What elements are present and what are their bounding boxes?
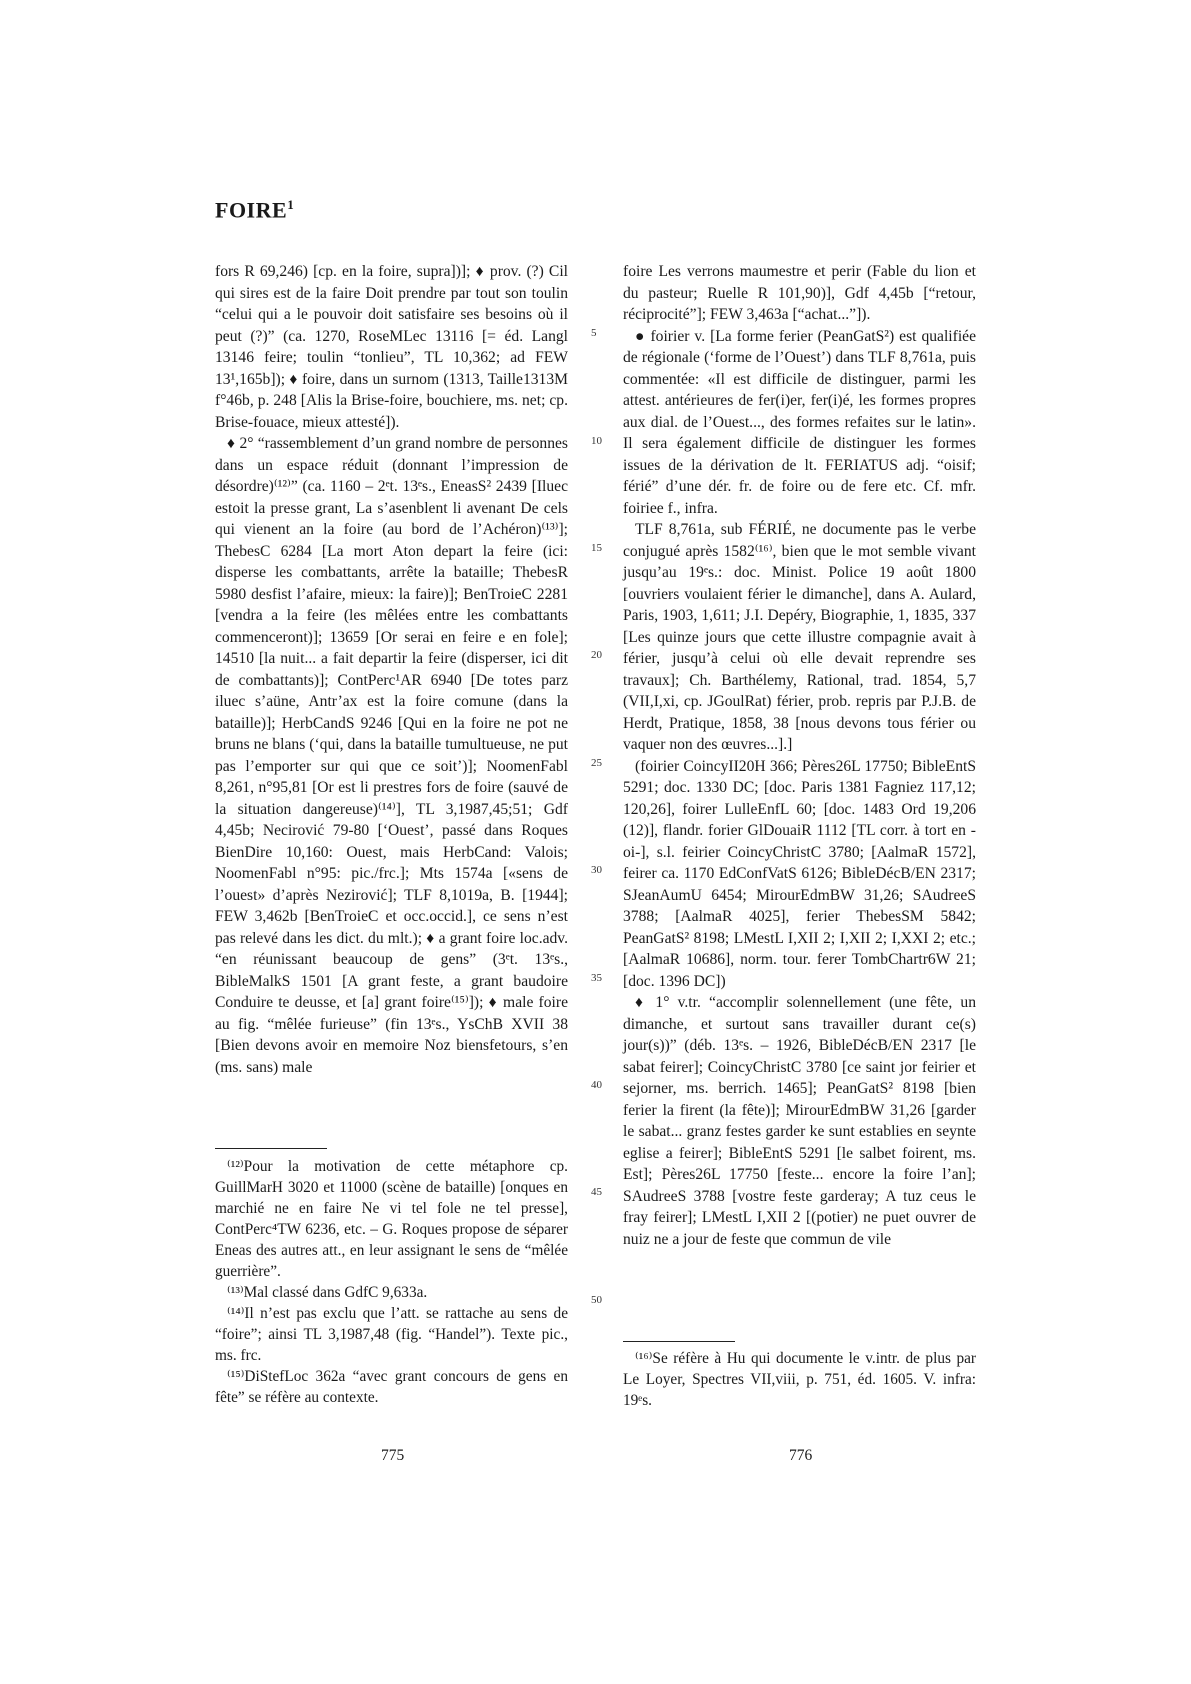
- line-number: 50: [591, 1294, 602, 1306]
- page-number-right: 776: [789, 1447, 813, 1464]
- line-number: 25: [591, 757, 602, 769]
- footnote: ⁽¹⁴⁾Il n’est pas exclu que l’att. se rattache au sens de “foire”; ainsi TL 3,1987,48 (fig. “Handel”). Texte pic., ms. frc.: [215, 1305, 568, 1364]
- line-number: 40: [591, 1079, 602, 1091]
- right-paragraph: ♦ 1° v.tr. “accomplir solennellement (une fête, un dimanche, et surtout sans travailler durant ce(s) jour(s))” (déb. 13ᵉs. – 1926, BibleDécB/EN 2317 [le sabat feirer]; CoincyChristC 3780 [ce saint jor feirier et sejorner, ms. berrich. 1465]; PeanGatS² 8198 [bien ferier la firent (la fête)]; MirourEdmBW 31,26 [garder le sabat... granz festes garder ke sunt establies en seynte eglise a feirer]; BibleEntS 5291 [le salbet foirent, ms. Est]; Pères26L 17750 [feste... encore la foire l’an]; SAudreeS 3788 [vostre feste garderay; A tuz ceus le fray feirer]; LMestL I,XII 2 [(potier) ne puet ouvrer de nuiz ne a jour de feste que commun de vile: [623, 994, 976, 1248]
- page-number-left: 775: [381, 1447, 405, 1464]
- entry-headword: [215, 197, 294, 223]
- footnote-rule: [215, 1148, 327, 1149]
- left-paragraph: ♦ 2° “rassemblement d’un grand nombre de personnes dans un espace réduit (donnant l’impression de désordre)⁽¹²⁾” (ca. 1160 – 2ᵉt. 13ᵉs., EneasS² 2439 [Iluec estoit la presse grant, La s’asenblent li avenant De cels qui vienent an la foire (au bord de l’Achéron)⁽¹³⁾]; ThebesC 6284 [La mort Aton depart la feire (ici: disperse les combattants, arrête la bataille; ThebesR 5980 desfist l’afaire, mieux: la faire)]; BenTroieC 2281 [vendra a la feire (les mêlées entre les combattants commenceront)]; 13659 [Or serai en feire e en fole]; 14510 [la nuit... a fait departir la feire (disperser, ici dit de combattants)]; ContPerc¹AR 6940 [De totes parz iluec s’aüne, Antr’ax est la foire comune (dans la bataille)]; HerbCandS 9246 [Qui en la foire ne pot ne bruns ne blans (‘qui, dans la bataille tumultueuse, ne put pas l’emporter sur qui que ce soit’)]; NoomenFabl 8,261, n°95,81 [Or est li prestres fors de foire (sauvé de la situation dangereuse)⁽¹⁴⁾], TL 3,1987,45;51; Gdf 4,45b; Necirović 79-80 [‘Ouest’, passé dans Roques BienDire 10,160: Ouest, mais HerbCand: Valois; NoomenFabl n°95: pic./frc.]; Mts 1574a [«sens de l’ouest» d’après Nezirović]; TLF 8,1019a, B. [1944]; FEW 3,462b [BenTroieC et occ.occid.], ce sens n’est pas relevé dans les dict. du mlt.); ♦ a grant foire loc.adv. “en réunissant beaucoup de gens” (3ᵉt. 13ᵉs., BibleMalkS 1501 [A grant feste, a grant baudoire Conduire te deusse, et [a] grant foire⁽¹⁵⁾]); ♦ male foire au fig. “mêlée furieuse” (fin 13ᵉs., YsChB XVII 38 [Bien devons avoir en memoire Noz biensfetours, s’en (ms. sans) male: [215, 435, 568, 1076]
- footnote: ⁽¹⁶⁾Se réfère à Hu qui documente le v.intr. de plus par Le Loyer, Spectres VII,viii, p. 751, éd. 1605. V. infra: 19ᵉs.: [623, 1350, 976, 1409]
- right-paragraph: (foirier CoincyII20H 366; Pères26L 17750; BibleEntS 5291; doc. 1330 DC; [doc. Paris 1381 Fagniez 117,12; 120,26], foirer LulleEnfL 60; [doc. 1483 Ord 19,206 (12)], flandr. forier GlDouaiR 1112 [TL corr. à tort en -oi-], s.l. feirier CoincyChristC 3780; [AalmaR 1572], feirer ca. 1170 EdConfVatS 6126; BibleDécB/EN 2317; SJeanAumU 6454; MirourEdmBW 31,26; SAudreeS 3788; [AalmaR 4025], ferier ThebesSM 5842; PeanGatS² 8198; LMestL I,XII 2; I,XII 2; I,XXI 2; etc.; [AalmaR 10686], norm. tour. ferer TombChartr6W 21; [doc. 1396 DC]): [623, 757, 976, 990]
- left-paragraph: fors R 69,246) [cp. en la foire, supra])]; ♦ prov. (?) Cil qui sires est de la faire Doit prendre par tout son toulin “celui qui a le pouvoir doit satisfaire ses besoins où il peut (?)” (ca. 1270, RoseMLec 13116 [= éd. Langl 13146 feire; toulin “tonlieu”, TL 10,362; ad FEW 13¹,165b]); ♦ foire, dans un surnom (1313, Taille1313M f°46b, p. 248 [Alis la Brise-foire, bouchiere, ms. net; cp. Brise-fouace, mieux attesté]).: [215, 263, 568, 431]
- right-footnotes: [623, 1348, 976, 1411]
- footnote: ⁽¹³⁾Mal classé dans GdfC 9,633a.: [227, 1284, 428, 1301]
- left-column: [215, 261, 568, 1078]
- line-number: 10: [591, 435, 602, 447]
- footnote-rule: [623, 1341, 735, 1342]
- footnote: ⁽¹²⁾Pour la motivation de cette métaphore cp. GuillMarH 3020 et 11000 (scène de bataille) [onques en marchié ne en faire Ne vi tel fole ne tel presse], ContPerc⁴TW 6236, etc. – G. Roques propose de séparer Eneas des autres att., en leur assignant le sens de “mêlée guerrière”.: [215, 1158, 568, 1280]
- line-number: 20: [591, 649, 602, 661]
- right-paragraph: foire Les verrons maumestre et perir (Fable du lion et du pasteur; Ruelle R 101,90)], Gdf 4,45b [“retour, réciprocité”]; FEW 3,463a [“achat...”]).: [623, 263, 976, 323]
- line-number: 30: [591, 864, 602, 876]
- homonym-number: 1: [287, 197, 295, 212]
- line-number: 5: [591, 327, 597, 339]
- line-number: 15: [591, 542, 602, 554]
- headword-text: FOIRE: [215, 197, 288, 223]
- footnote: ⁽¹⁵⁾DiStefLoc 362a “avec grant concours de gens en fête” se réfère au contexte.: [215, 1368, 568, 1406]
- line-number: 45: [591, 1186, 602, 1198]
- right-column: [623, 261, 976, 1250]
- right-paragraph: TLF 8,761a, sub FÉRIÉ, ne documente pas le verbe conjugué après 1582⁽¹⁶⁾, bien que le mot semble vivant jusqu’au 19ᵉs.: doc. Minist. Police 19 août 1800 [ouvriers voulaient férier le dimanche], dans A. Aulard, Paris, 1903, 1,611; J.I. Depéry, Biographie, 1, 1835, 337 [Les quinze jours que cette illustre compagnie avait à férier, jusqu’à celui où elle devait reprendre ses travaux]; Ch. Barthélemy, Rational, trad. 1854, 5,7 (VII,I,xi, cp. JGoulRat) férier, prob. repris par P.J.B. de Herdt, Pratique, 1858, 38 [nous devons tous férier ou vaquer non des œuvres...].]: [623, 521, 976, 753]
- line-number: 35: [591, 972, 602, 984]
- left-footnotes: [215, 1156, 568, 1408]
- right-paragraph: ● foirier v. [La forme ferier (PeanGatS²) est qualifiée de régionale (‘forme de l’Ouest’) dans TLF 8,761a, puis commentée: «Il est difficile de distinguer, parmi les attest. antérieures de fer(i)er, fer(i)é, les formes propres aux dial. de l’Ouest..., des formes refaites sur le latin». Il sera également difficile de distinguer les formes issues de la dérivation de lt. FERIATUS adj. “oisif; férié” d’une dér. fr. de foire ou de fere etc. Cf. mfr. foiriee f., infra.: [623, 327, 976, 517]
